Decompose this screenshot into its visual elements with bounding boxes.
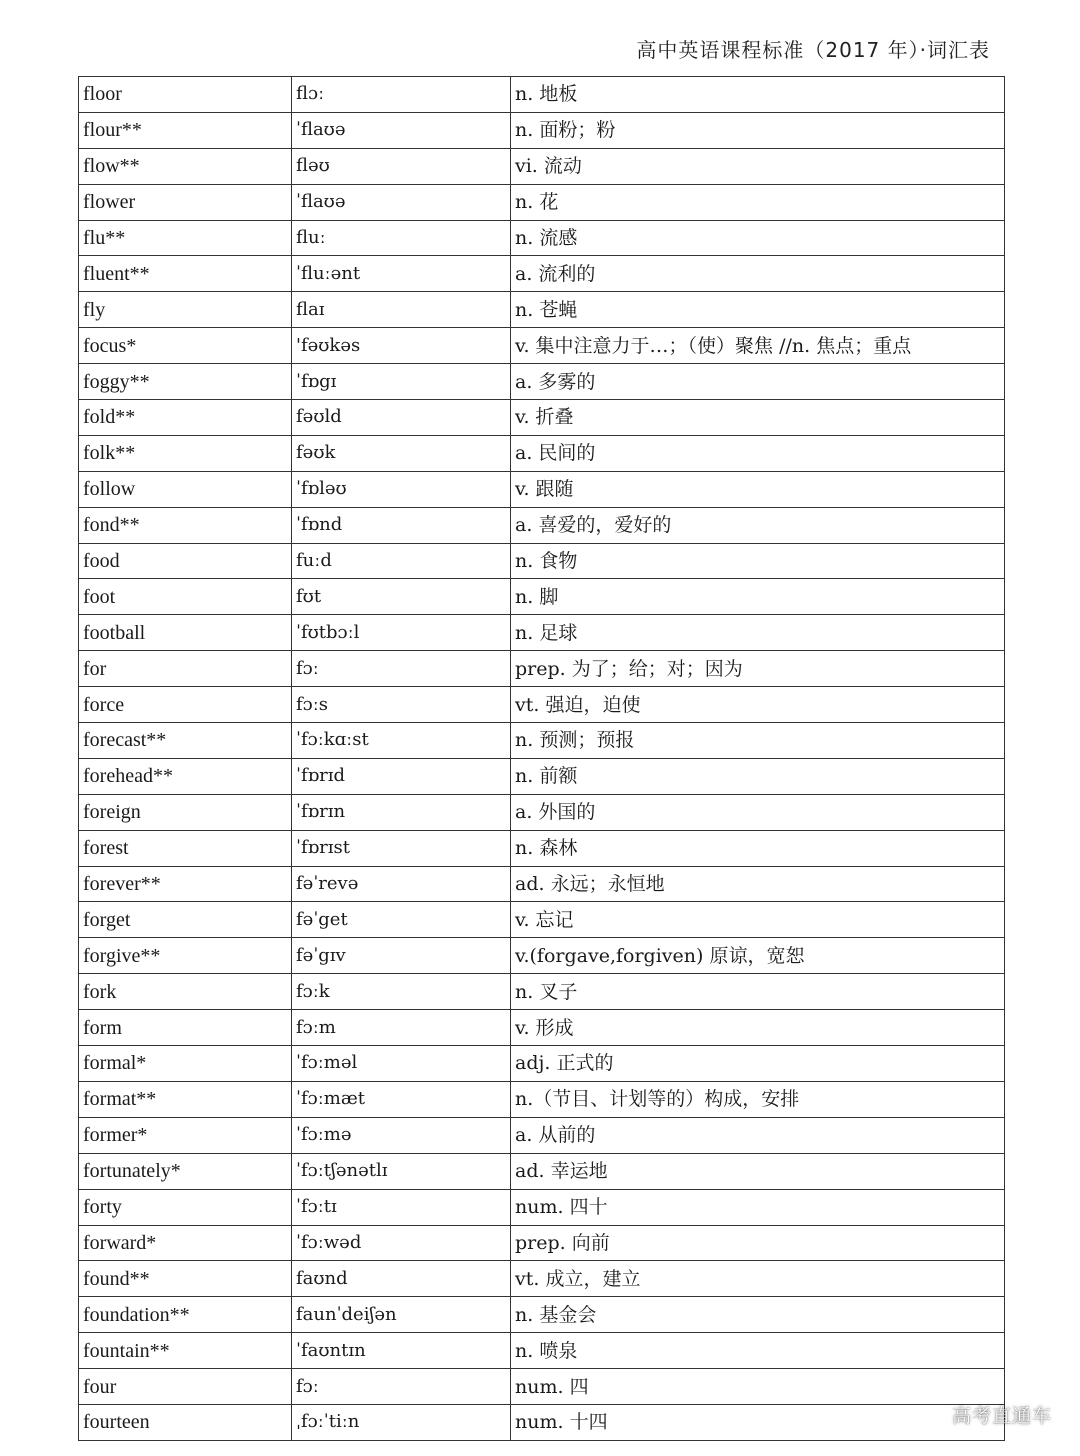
phonetic-cell: ˈfɒləʊ bbox=[292, 471, 511, 507]
table-row bbox=[79, 1117, 1005, 1153]
phonetic-cell: ˈfaʊntɪn bbox=[292, 1333, 511, 1369]
word-cell: flour** bbox=[79, 112, 292, 148]
definition-cell: n. 基金会 bbox=[511, 1297, 1005, 1333]
phonetic-cell: fləʊ bbox=[292, 148, 511, 184]
table-row bbox=[79, 1010, 1005, 1046]
table-row bbox=[79, 1297, 1005, 1333]
word-cell: folk** bbox=[79, 435, 292, 471]
phonetic-cell: ˈfɔːkɑːst bbox=[292, 723, 511, 759]
definition-cell: v. 集中注意力于…；（使）聚焦 //n. 焦点；重点 bbox=[511, 328, 1005, 364]
phonetic-cell: ˈfɔːmə bbox=[292, 1117, 511, 1153]
definition-cell: n. 脚 bbox=[511, 579, 1005, 615]
phonetic-cell: ˈflaʊə bbox=[292, 184, 511, 220]
word-cell: fond** bbox=[79, 507, 292, 543]
word-cell: found** bbox=[79, 1261, 292, 1297]
word-cell: forehead** bbox=[79, 758, 292, 794]
word-cell: four bbox=[79, 1369, 292, 1405]
table-row bbox=[79, 615, 1005, 651]
table-row bbox=[79, 938, 1005, 974]
table-row bbox=[79, 220, 1005, 256]
word-cell: foot bbox=[79, 579, 292, 615]
definition-cell: a. 多雾的 bbox=[511, 364, 1005, 400]
table-row bbox=[79, 256, 1005, 292]
definition-cell: v. 形成 bbox=[511, 1010, 1005, 1046]
definition-cell: prep. 向前 bbox=[511, 1225, 1005, 1261]
word-cell: forty bbox=[79, 1189, 292, 1225]
watermark-text: 高考直通车 bbox=[951, 1405, 1052, 1427]
definition-cell: a. 从前的 bbox=[511, 1117, 1005, 1153]
phonetic-cell: ˈfɔːməl bbox=[292, 1046, 511, 1082]
table-row bbox=[79, 1046, 1005, 1082]
table-row bbox=[79, 400, 1005, 436]
word-cell: forward* bbox=[79, 1225, 292, 1261]
table-row bbox=[79, 1189, 1005, 1225]
phonetic-cell: ˈfɒrɪn bbox=[292, 794, 511, 830]
table-row bbox=[79, 1333, 1005, 1369]
definition-cell: n. 地板 bbox=[511, 77, 1005, 113]
phonetic-cell: 'fəʊkəs bbox=[292, 328, 511, 364]
table-row bbox=[79, 543, 1005, 579]
definition-cell: num. 四 bbox=[511, 1369, 1005, 1405]
phonetic-cell: flaɪ bbox=[292, 292, 511, 328]
phonetic-cell: ˈfɒnd bbox=[292, 507, 511, 543]
phonetic-cell: fɔːk bbox=[292, 974, 511, 1010]
phonetic-cell: ˈfʊtbɔːl bbox=[292, 615, 511, 651]
definition-cell: num. 十四 bbox=[511, 1404, 1005, 1440]
definition-cell: v. 忘记 bbox=[511, 902, 1005, 938]
phonetic-cell: fɔː bbox=[292, 651, 511, 687]
definition-cell: n. 喷泉 bbox=[511, 1333, 1005, 1369]
table-row bbox=[79, 579, 1005, 615]
definition-cell: n. 足球 bbox=[511, 615, 1005, 651]
word-cell: focus* bbox=[79, 328, 292, 364]
table-row bbox=[79, 1225, 1005, 1261]
phonetic-cell: fuːd bbox=[292, 543, 511, 579]
phonetic-cell: ˈfɔːwəd bbox=[292, 1225, 511, 1261]
word-cell: forest bbox=[79, 830, 292, 866]
phonetic-cell: fəˈrevə bbox=[292, 866, 511, 902]
definition-cell: adj. 正式的 bbox=[511, 1046, 1005, 1082]
table-row bbox=[79, 328, 1005, 364]
phonetic-cell: ˈfɔːtʃənətlɪ bbox=[292, 1153, 511, 1189]
definition-cell: n. 叉子 bbox=[511, 974, 1005, 1010]
table-row bbox=[79, 651, 1005, 687]
table-row bbox=[79, 758, 1005, 794]
vocabulary-table-body bbox=[79, 77, 1005, 1441]
phonetic-cell: faunˈdeiʃən bbox=[292, 1297, 511, 1333]
definition-cell: ad. 永远；永恒地 bbox=[511, 866, 1005, 902]
definition-cell: n. 苍蝇 bbox=[511, 292, 1005, 328]
definition-cell: n. 流感 bbox=[511, 220, 1005, 256]
definition-cell: a. 流利的 bbox=[511, 256, 1005, 292]
word-cell: football bbox=[79, 615, 292, 651]
word-cell: form bbox=[79, 1010, 292, 1046]
phonetic-cell: ˈfɔːmæt bbox=[292, 1081, 511, 1117]
definition-cell: n. 预测；预报 bbox=[511, 723, 1005, 759]
definition-cell: vt. 成立，建立 bbox=[511, 1261, 1005, 1297]
definition-cell: num. 四十 bbox=[511, 1189, 1005, 1225]
table-row bbox=[79, 471, 1005, 507]
definition-cell: a. 民间的 bbox=[511, 435, 1005, 471]
table-row bbox=[79, 902, 1005, 938]
word-cell: fluent** bbox=[79, 256, 292, 292]
definition-cell: a. 外国的 bbox=[511, 794, 1005, 830]
table-row bbox=[79, 1081, 1005, 1117]
definition-cell: vt. 强迫，迫使 bbox=[511, 687, 1005, 723]
table-row bbox=[79, 364, 1005, 400]
phonetic-cell: ˈflaʊə bbox=[292, 112, 511, 148]
word-cell: flow** bbox=[79, 148, 292, 184]
definition-cell: n. 前额 bbox=[511, 758, 1005, 794]
word-cell: fork bbox=[79, 974, 292, 1010]
word-cell: forecast** bbox=[79, 723, 292, 759]
phonetic-cell: ˈfluːənt bbox=[292, 256, 511, 292]
table-row bbox=[79, 687, 1005, 723]
table-row bbox=[79, 974, 1005, 1010]
word-cell: foreign bbox=[79, 794, 292, 830]
definition-cell: v. 折叠 bbox=[511, 400, 1005, 436]
table-row bbox=[79, 866, 1005, 902]
definition-cell: v.(forgave,forgiven) 原谅，宽恕 bbox=[511, 938, 1005, 974]
phonetic-cell: fluː bbox=[292, 220, 511, 256]
phonetic-cell: fəˈget bbox=[292, 902, 511, 938]
word-cell: foundation** bbox=[79, 1297, 292, 1333]
phonetic-cell: fəˈgɪv bbox=[292, 938, 511, 974]
table-row bbox=[79, 1153, 1005, 1189]
word-cell: fly bbox=[79, 292, 292, 328]
word-cell: forever** bbox=[79, 866, 292, 902]
word-cell: fountain** bbox=[79, 1333, 292, 1369]
table-row bbox=[79, 830, 1005, 866]
definition-cell: ad. 幸运地 bbox=[511, 1153, 1005, 1189]
word-cell: food bbox=[79, 543, 292, 579]
definition-cell: n. 森林 bbox=[511, 830, 1005, 866]
word-cell: formal* bbox=[79, 1046, 292, 1082]
word-cell: forget bbox=[79, 902, 292, 938]
definition-cell: vi. 流动 bbox=[511, 148, 1005, 184]
word-cell: fortunately* bbox=[79, 1153, 292, 1189]
phonetic-cell: fɔːm bbox=[292, 1010, 511, 1046]
word-cell: fourteen bbox=[79, 1404, 292, 1440]
word-cell: force bbox=[79, 687, 292, 723]
vocabulary-table bbox=[78, 76, 1005, 1441]
definition-cell: v. 跟随 bbox=[511, 471, 1005, 507]
phonetic-cell: flɔː bbox=[292, 77, 511, 113]
word-cell: fold** bbox=[79, 400, 292, 436]
table-row bbox=[79, 1261, 1005, 1297]
word-cell: foggy** bbox=[79, 364, 292, 400]
page-header-title: 高中英语课程标准（2017 年）·词汇表 bbox=[636, 38, 990, 62]
word-cell: former* bbox=[79, 1117, 292, 1153]
definition-cell: prep. 为了；给；对；因为 bbox=[511, 651, 1005, 687]
definition-cell: n. 食物 bbox=[511, 543, 1005, 579]
definition-cell: a. 喜爱的，爱好的 bbox=[511, 507, 1005, 543]
table-row bbox=[79, 507, 1005, 543]
table-row bbox=[79, 1404, 1005, 1440]
word-cell: floor bbox=[79, 77, 292, 113]
table-row bbox=[79, 112, 1005, 148]
phonetic-cell: fəʊk bbox=[292, 435, 511, 471]
table-row bbox=[79, 794, 1005, 830]
phonetic-cell: ˈfɒrɪd bbox=[292, 758, 511, 794]
word-cell: forgive** bbox=[79, 938, 292, 974]
word-cell: flu** bbox=[79, 220, 292, 256]
definition-cell: n. 花 bbox=[511, 184, 1005, 220]
phonetic-cell: ˈfɔːtɪ bbox=[292, 1189, 511, 1225]
table-row bbox=[79, 723, 1005, 759]
word-cell: format** bbox=[79, 1081, 292, 1117]
table-row bbox=[79, 77, 1005, 113]
word-cell: follow bbox=[79, 471, 292, 507]
phonetic-cell: fɔː bbox=[292, 1369, 511, 1405]
phonetic-cell: ˌfɔːˈtiːn bbox=[292, 1404, 511, 1440]
phonetic-cell: fəʊld bbox=[292, 400, 511, 436]
phonetic-cell: ˈfɒrɪst bbox=[292, 830, 511, 866]
phonetic-cell: fɔːs bbox=[292, 687, 511, 723]
table-row bbox=[79, 1369, 1005, 1405]
table-row bbox=[79, 292, 1005, 328]
table-row bbox=[79, 435, 1005, 471]
definition-cell: n.（节目、计划等的）构成，安排 bbox=[511, 1081, 1005, 1117]
table-row bbox=[79, 148, 1005, 184]
phonetic-cell: faʊnd bbox=[292, 1261, 511, 1297]
word-cell: for bbox=[79, 651, 292, 687]
table-row bbox=[79, 184, 1005, 220]
word-cell: flower bbox=[79, 184, 292, 220]
definition-cell: n. 面粉；粉 bbox=[511, 112, 1005, 148]
phonetic-cell: ˈfɒgɪ bbox=[292, 364, 511, 400]
phonetic-cell: fʊt bbox=[292, 579, 511, 615]
